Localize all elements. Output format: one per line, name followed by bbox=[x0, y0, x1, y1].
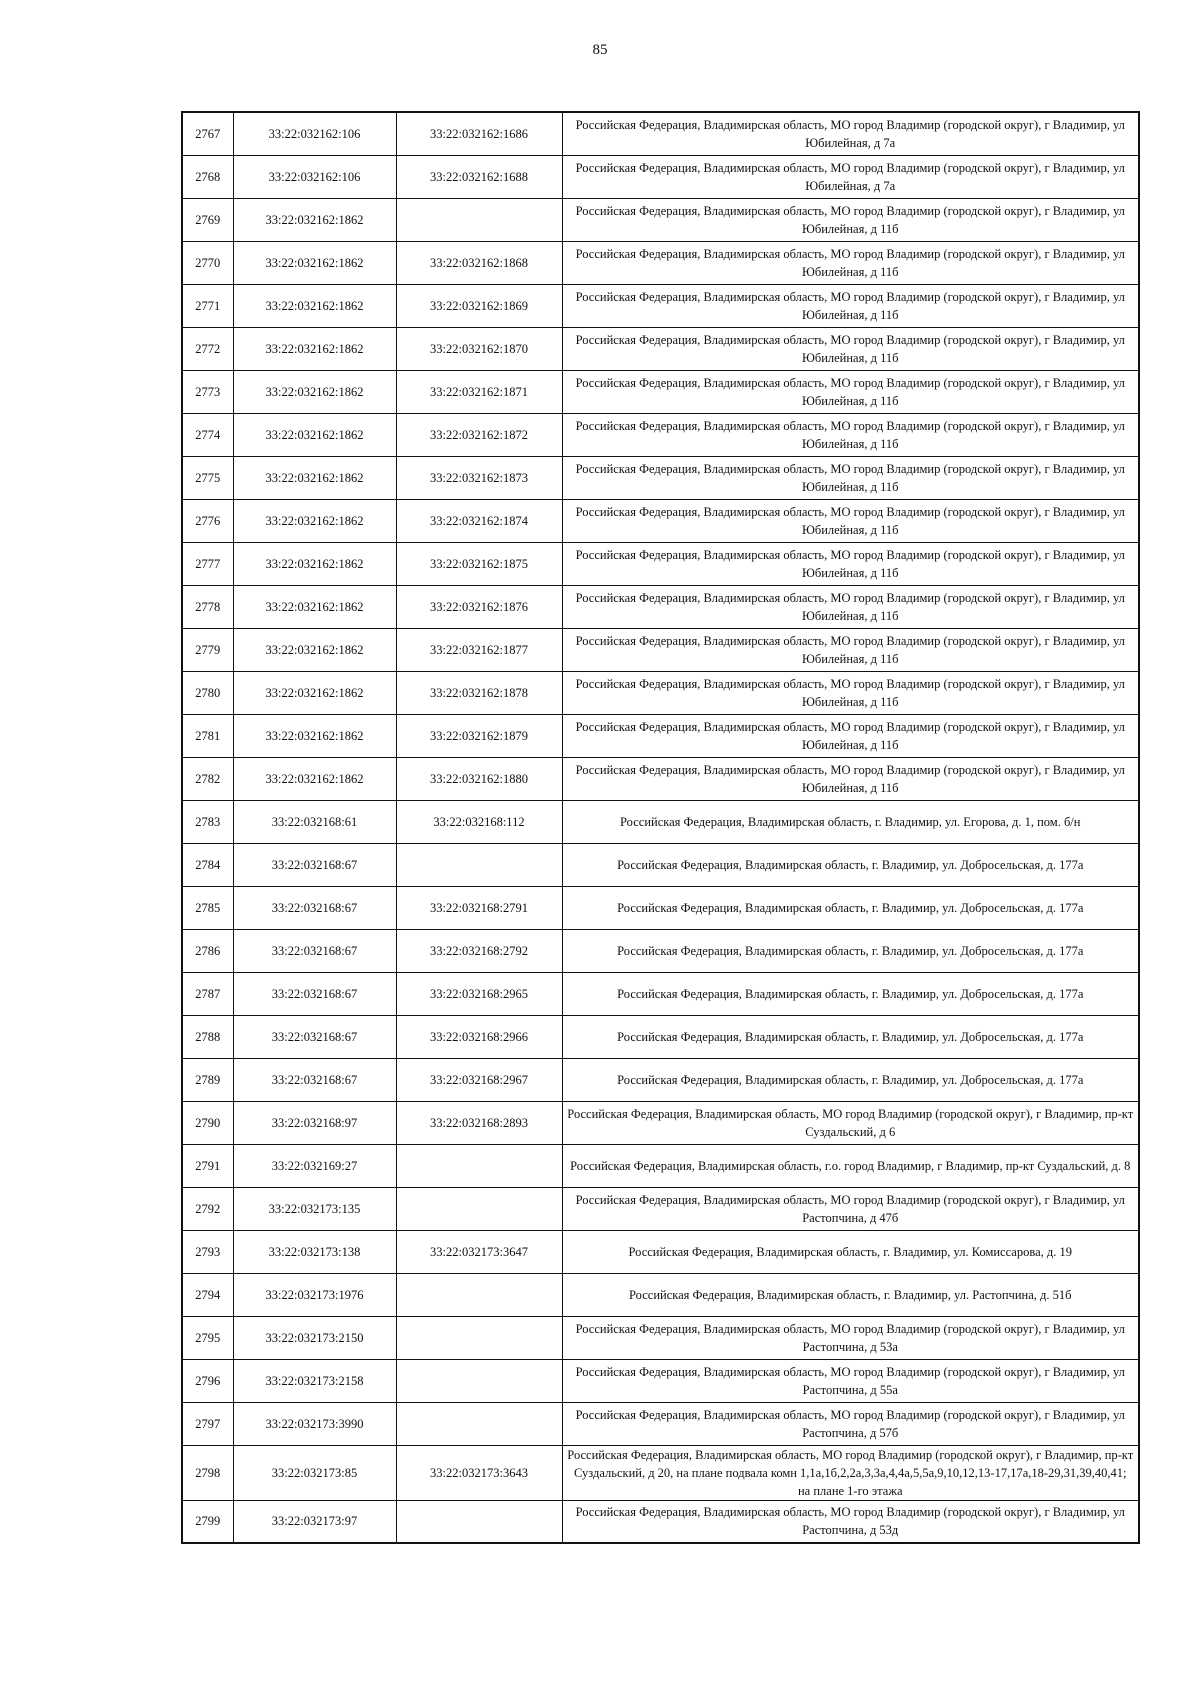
cadastral-number: 33:22:032173:3990 bbox=[233, 1402, 396, 1445]
cadastral-number: 33:22:032162:1862 bbox=[233, 671, 396, 714]
object-cadastral-number: 33:22:032162:1871 bbox=[396, 370, 562, 413]
address: Российская Федерация, Владимирская область, МО город Владимир (городской округ), г Владимир, ул Юбилейная, д 11б bbox=[562, 757, 1139, 800]
cadastral-number: 33:22:032162:1862 bbox=[233, 585, 396, 628]
address: Российская Федерация, Владимирская область, МО город Владимир (городской округ), г Владимир, ул Юбилейная, д 11б bbox=[562, 198, 1139, 241]
cadastral-number: 33:22:032168:67 bbox=[233, 886, 396, 929]
cadastral-number: 33:22:032173:2150 bbox=[233, 1316, 396, 1359]
row-number: 2774 bbox=[182, 413, 233, 456]
row-number: 2771 bbox=[182, 284, 233, 327]
cadastral-number: 33:22:032169:27 bbox=[233, 1144, 396, 1187]
page-number: 85 bbox=[592, 42, 608, 58]
table-row bbox=[182, 714, 1139, 757]
row-number: 2782 bbox=[182, 757, 233, 800]
row-number: 2781 bbox=[182, 714, 233, 757]
address: Российская Федерация, Владимирская область, МО город Владимир (городской округ), г Владимир, ул Юбилейная, д 11б bbox=[562, 671, 1139, 714]
address: Российская Федерация, Владимирская область, г. Владимир, ул. Егорова, д. 1, пом. б/н bbox=[562, 800, 1139, 843]
address: Российская Федерация, Владимирская область, МО город Владимир (городской округ), г Владимир, ул Растопчина, д 57б bbox=[562, 1402, 1139, 1445]
object-cadastral-number: 33:22:032168:2792 bbox=[396, 929, 562, 972]
row-number: 2783 bbox=[182, 800, 233, 843]
cadastral-number: 33:22:032162:1862 bbox=[233, 241, 396, 284]
cadastral-number: 33:22:032173:97 bbox=[233, 1500, 396, 1543]
row-number: 2777 bbox=[182, 542, 233, 585]
cadastral-number: 33:22:032162:1862 bbox=[233, 499, 396, 542]
row-number: 2788 bbox=[182, 1015, 233, 1058]
row-number: 2775 bbox=[182, 456, 233, 499]
cadastral-number: 33:22:032162:1862 bbox=[233, 284, 396, 327]
table-row bbox=[182, 800, 1139, 843]
table-row bbox=[182, 1015, 1139, 1058]
row-number: 2794 bbox=[182, 1273, 233, 1316]
cadastral-number: 33:22:032168:67 bbox=[233, 843, 396, 886]
object-cadastral-number: 33:22:032168:112 bbox=[396, 800, 562, 843]
row-number: 2786 bbox=[182, 929, 233, 972]
table-row bbox=[182, 929, 1139, 972]
table-row bbox=[182, 198, 1139, 241]
address: Российская Федерация, Владимирская область, МО город Владимир (городской округ), г Владимир, ул Юбилейная, д 11б bbox=[562, 628, 1139, 671]
address: Российская Федерация, Владимирская область, г. Владимир, ул. Добросельская, д. 177а bbox=[562, 1015, 1139, 1058]
object-cadastral-number: 33:22:032168:2893 bbox=[396, 1101, 562, 1144]
object-cadastral-number: 33:22:032162:1869 bbox=[396, 284, 562, 327]
address: Российская Федерация, Владимирская область, г.о. город Владимир, г Владимир, пр-кт Суздальский, д. 8 bbox=[562, 1144, 1139, 1187]
table-row bbox=[182, 370, 1139, 413]
address: Российская Федерация, Владимирская область, г. Владимир, ул. Добросельская, д. 177а bbox=[562, 1058, 1139, 1101]
table-row bbox=[182, 284, 1139, 327]
address: Российская Федерация, Владимирская область, МО город Владимир (городской округ), г Владимир, ул Юбилейная, д 11б bbox=[562, 327, 1139, 370]
table-row bbox=[182, 499, 1139, 542]
cadastral-number: 33:22:032162:1862 bbox=[233, 714, 396, 757]
table-row bbox=[182, 1101, 1139, 1144]
row-number: 2776 bbox=[182, 499, 233, 542]
address: Российская Федерация, Владимирская область, г. Владимир, ул. Растопчина, д. 51б bbox=[562, 1273, 1139, 1316]
cadastral-number: 33:22:032162:1862 bbox=[233, 757, 396, 800]
cadastral-number: 33:22:032162:1862 bbox=[233, 370, 396, 413]
table-row bbox=[182, 1273, 1139, 1316]
object-cadastral-number bbox=[396, 1500, 562, 1543]
object-cadastral-number bbox=[396, 1187, 562, 1230]
table-row bbox=[182, 155, 1139, 198]
cadastral-number: 33:22:032162:106 bbox=[233, 155, 396, 198]
table-row bbox=[182, 1058, 1139, 1101]
object-cadastral-number: 33:22:032168:2966 bbox=[396, 1015, 562, 1058]
object-cadastral-number bbox=[396, 1316, 562, 1359]
table-row bbox=[182, 1230, 1139, 1273]
row-number: 2780 bbox=[182, 671, 233, 714]
address: Российская Федерация, Владимирская область, г. Владимир, ул. Добросельская, д. 177а bbox=[562, 843, 1139, 886]
object-cadastral-number: 33:22:032162:1688 bbox=[396, 155, 562, 198]
address: Российская Федерация, Владимирская область, МО город Владимир (городской округ), г Владимир, ул Юбилейная, д 11б bbox=[562, 413, 1139, 456]
cadastral-number: 33:22:032173:138 bbox=[233, 1230, 396, 1273]
cadastral-number: 33:22:032162:1862 bbox=[233, 413, 396, 456]
address: Российская Федерация, Владимирская область, МО город Владимир (городской округ), г Владимир, ул Юбилейная, д 7а bbox=[562, 112, 1139, 155]
address: Российская Федерация, Владимирская область, МО город Владимир (городской округ), г Владимир, ул Юбилейная, д 11б bbox=[562, 241, 1139, 284]
object-cadastral-number bbox=[396, 1273, 562, 1316]
table-row bbox=[182, 1359, 1139, 1402]
object-cadastral-number: 33:22:032173:3643 bbox=[396, 1445, 562, 1500]
row-number: 2787 bbox=[182, 972, 233, 1015]
row-number: 2789 bbox=[182, 1058, 233, 1101]
object-cadastral-number: 33:22:032162:1878 bbox=[396, 671, 562, 714]
table-row bbox=[182, 456, 1139, 499]
object-cadastral-number: 33:22:032173:3647 bbox=[396, 1230, 562, 1273]
address: Российская Федерация, Владимирская область, МО город Владимир (городской округ), г Владимир, ул Юбилейная, д 11б bbox=[562, 499, 1139, 542]
object-cadastral-number: 33:22:032162:1879 bbox=[396, 714, 562, 757]
table-row bbox=[182, 585, 1139, 628]
object-cadastral-number: 33:22:032168:2967 bbox=[396, 1058, 562, 1101]
address: Российская Федерация, Владимирская область, МО город Владимир (городской округ), г Владимир, ул Юбилейная, д 11б bbox=[562, 714, 1139, 757]
address: Российская Федерация, Владимирская область, МО город Владимир (городской округ), г Владимир, ул Растопчина, д 47б bbox=[562, 1187, 1139, 1230]
address: Российская Федерация, Владимирская область, МО город Владимир (городской округ), г Владимир, ул Юбилейная, д 11б bbox=[562, 284, 1139, 327]
table-row bbox=[182, 972, 1139, 1015]
registry-table bbox=[181, 111, 1140, 1544]
object-cadastral-number bbox=[396, 1359, 562, 1402]
cadastral-number: 33:22:032168:67 bbox=[233, 1015, 396, 1058]
table-row bbox=[182, 1144, 1139, 1187]
cadastral-number: 33:22:032168:67 bbox=[233, 972, 396, 1015]
table-row bbox=[182, 112, 1139, 155]
cadastral-number: 33:22:032168:61 bbox=[233, 800, 396, 843]
row-number: 2769 bbox=[182, 198, 233, 241]
table-row bbox=[182, 886, 1139, 929]
object-cadastral-number: 33:22:032162:1872 bbox=[396, 413, 562, 456]
row-number: 2791 bbox=[182, 1144, 233, 1187]
row-number: 2798 bbox=[182, 1445, 233, 1500]
row-number: 2773 bbox=[182, 370, 233, 413]
address: Российская Федерация, Владимирская область, МО город Владимир (городской округ), г Владимир, ул Растопчина, д 53д bbox=[562, 1500, 1139, 1543]
object-cadastral-number bbox=[396, 843, 562, 886]
table-row bbox=[182, 1402, 1139, 1445]
table-row bbox=[182, 241, 1139, 284]
registry-table-body bbox=[182, 112, 1139, 1543]
row-number: 2790 bbox=[182, 1101, 233, 1144]
cadastral-number: 33:22:032173:85 bbox=[233, 1445, 396, 1500]
cadastral-number: 33:22:032173:1976 bbox=[233, 1273, 396, 1316]
address: Российская Федерация, Владимирская область, МО город Владимир (городской округ), г Владимир, ул Растопчина, д 55а bbox=[562, 1359, 1139, 1402]
row-number: 2796 bbox=[182, 1359, 233, 1402]
cadastral-number: 33:22:032162:1862 bbox=[233, 327, 396, 370]
row-number: 2770 bbox=[182, 241, 233, 284]
table-row bbox=[182, 843, 1139, 886]
object-cadastral-number: 33:22:032168:2791 bbox=[396, 886, 562, 929]
cadastral-number: 33:22:032173:2158 bbox=[233, 1359, 396, 1402]
object-cadastral-number: 33:22:032162:1877 bbox=[396, 628, 562, 671]
cadastral-number: 33:22:032162:1862 bbox=[233, 542, 396, 585]
cadastral-number: 33:22:032173:135 bbox=[233, 1187, 396, 1230]
table-row bbox=[182, 757, 1139, 800]
object-cadastral-number bbox=[396, 1144, 562, 1187]
object-cadastral-number: 33:22:032162:1686 bbox=[396, 112, 562, 155]
object-cadastral-number bbox=[396, 198, 562, 241]
cadastral-number: 33:22:032162:1862 bbox=[233, 456, 396, 499]
table-row bbox=[182, 671, 1139, 714]
row-number: 2799 bbox=[182, 1500, 233, 1543]
table-row bbox=[182, 542, 1139, 585]
table-row bbox=[182, 1316, 1139, 1359]
address: Российская Федерация, Владимирская область, г. Владимир, ул. Добросельская, д. 177а bbox=[562, 972, 1139, 1015]
row-number: 2785 bbox=[182, 886, 233, 929]
row-number: 2784 bbox=[182, 843, 233, 886]
address: Российская Федерация, Владимирская область, г. Владимир, ул. Добросельская, д. 177а bbox=[562, 929, 1139, 972]
row-number: 2793 bbox=[182, 1230, 233, 1273]
table-row bbox=[182, 1500, 1139, 1543]
row-number: 2792 bbox=[182, 1187, 233, 1230]
row-number: 2768 bbox=[182, 155, 233, 198]
address: Российская Федерация, Владимирская область, МО город Владимир (городской округ), г Владимир, ул Растопчина, д 53а bbox=[562, 1316, 1139, 1359]
row-number: 2778 bbox=[182, 585, 233, 628]
object-cadastral-number: 33:22:032162:1870 bbox=[396, 327, 562, 370]
address: Российская Федерация, Владимирская область, МО город Владимир (городской округ), г Владимир, ул Юбилейная, д 11б bbox=[562, 542, 1139, 585]
cadastral-number: 33:22:032168:67 bbox=[233, 929, 396, 972]
object-cadastral-number: 33:22:032168:2965 bbox=[396, 972, 562, 1015]
object-cadastral-number: 33:22:032162:1873 bbox=[396, 456, 562, 499]
table-row bbox=[182, 1187, 1139, 1230]
object-cadastral-number: 33:22:032162:1880 bbox=[396, 757, 562, 800]
address: Российская Федерация, Владимирская область, МО город Владимир (городской округ), г Владимир, ул Юбилейная, д 11б bbox=[562, 585, 1139, 628]
object-cadastral-number: 33:22:032162:1874 bbox=[396, 499, 562, 542]
address: Российская Федерация, Владимирская область, МО город Владимир (городской округ), г Владимир, ул Юбилейная, д 7а bbox=[562, 155, 1139, 198]
cadastral-number: 33:22:032162:106 bbox=[233, 112, 396, 155]
row-number: 2795 bbox=[182, 1316, 233, 1359]
table-row bbox=[182, 327, 1139, 370]
row-number: 2797 bbox=[182, 1402, 233, 1445]
row-number: 2772 bbox=[182, 327, 233, 370]
address: Российская Федерация, Владимирская область, г. Владимир, ул. Добросельская, д. 177а bbox=[562, 886, 1139, 929]
object-cadastral-number: 33:22:032162:1876 bbox=[396, 585, 562, 628]
row-number: 2779 bbox=[182, 628, 233, 671]
address: Российская Федерация, Владимирская область, МО город Владимир (городской округ), г Владимир, пр-кт Суздальский, д 20, на плане подвала комн 1,1а,1б,2,2а,3,3а,4,4а,5,5а,9,10,12,13-17,17а,18-29,31,39,40,41; на плане 1-го этажа bbox=[562, 1445, 1139, 1500]
object-cadastral-number bbox=[396, 1402, 562, 1445]
row-number: 2767 bbox=[182, 112, 233, 155]
cadastral-number: 33:22:032168:97 bbox=[233, 1101, 396, 1144]
table-row bbox=[182, 628, 1139, 671]
cadastral-number: 33:22:032168:67 bbox=[233, 1058, 396, 1101]
object-cadastral-number: 33:22:032162:1875 bbox=[396, 542, 562, 585]
table-row bbox=[182, 413, 1139, 456]
address: Российская Федерация, Владимирская область, МО город Владимир (городской округ), г Владимир, ул Юбилейная, д 11б bbox=[562, 456, 1139, 499]
address: Российская Федерация, Владимирская область, МО город Владимир (городской округ), г Владимир, пр-кт Суздальский, д 6 bbox=[562, 1101, 1139, 1144]
address: Российская Федерация, Владимирская область, г. Владимир, ул. Комиссарова, д. 19 bbox=[562, 1230, 1139, 1273]
address: Российская Федерация, Владимирская область, МО город Владимир (городской округ), г Владимир, ул Юбилейная, д 11б bbox=[562, 370, 1139, 413]
cadastral-number: 33:22:032162:1862 bbox=[233, 628, 396, 671]
object-cadastral-number: 33:22:032162:1868 bbox=[396, 241, 562, 284]
table-row bbox=[182, 1445, 1139, 1500]
cadastral-number: 33:22:032162:1862 bbox=[233, 198, 396, 241]
